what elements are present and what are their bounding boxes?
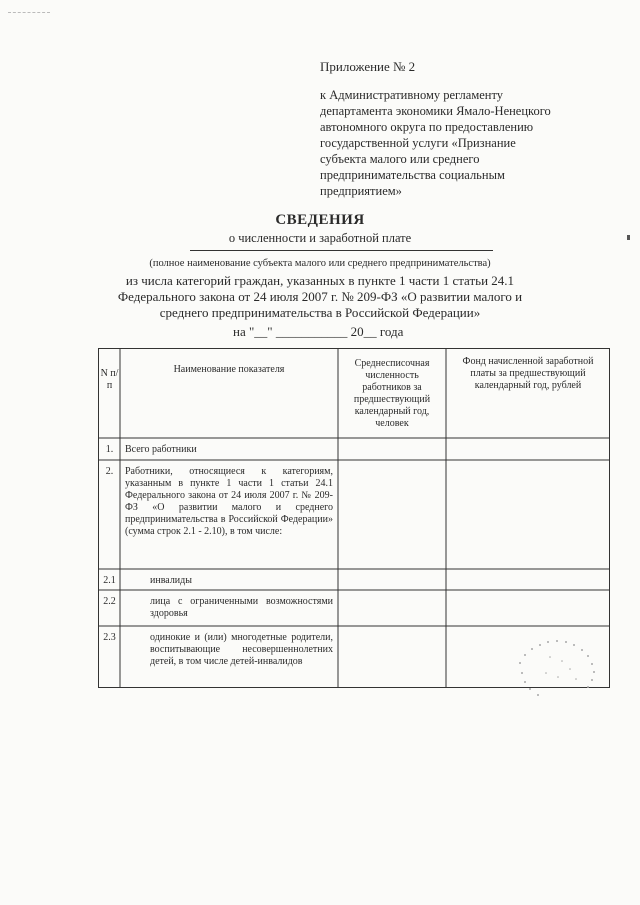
row-name: одинокие и (или) многодетные родители, воспитывающие несовершеннолетних детей, в том числе детей-инвалидов (150, 632, 333, 667)
row-num: 2.1 (103, 575, 116, 586)
appendix-line: департамента экономики Ямало-Ненецкого (320, 104, 551, 118)
row-num: 2.3 (103, 632, 116, 643)
appendix-line: автономного округа по предоставлению (320, 120, 534, 134)
appendix-line: субъекта малого или среднего (320, 152, 480, 166)
row-name: Всего работники (125, 444, 197, 455)
report-period: на "__" ___________ 20__ года (233, 324, 404, 339)
appendix-line: предприятием» (320, 184, 402, 198)
appendix-line: к Административному регламенту (320, 88, 504, 102)
appendix-line: государственной услуги «Признание (320, 136, 516, 150)
row-num: 2.2 (103, 596, 116, 607)
scan-artifact (8, 12, 50, 13)
appendix-line: предпринимательства социальным (320, 168, 505, 182)
document-subtitle: о численности и заработной плате (228, 231, 412, 245)
description-line: Федерального закона от 24 июля 2007 г. № 209-ФЗ «О развитии малого и (117, 289, 523, 304)
header-name: Наименование показателя (173, 364, 285, 375)
header-num: N п/п (100, 368, 119, 391)
document-description (0, 273, 640, 321)
stamp-mark (510, 625, 605, 705)
row-name: инвалиды (150, 575, 192, 586)
organization-name-caption: (полное наименование субъекта малого или среднего предпринимательства) (149, 258, 491, 269)
row-num: 2. (105, 466, 114, 477)
appendix-title: Приложение № 2 (320, 59, 416, 74)
header-headcount: Среднесписочная численность работников за предшествующий календарный год, человек (353, 358, 431, 429)
row-num: 1. (105, 444, 114, 455)
document-title: СВЕДЕНИЯ (275, 212, 365, 228)
organization-name-line (190, 250, 493, 251)
appendix-text (320, 87, 600, 199)
description-line: из числа категорий граждан, указанных в пункте 1 части 1 статьи 24.1 (125, 273, 515, 288)
row-name: Работники, относящиеся к категориям, указанным в пункте 1 части 1 статьи 24.1 Федерального закона от 24 июля 2007 г. № 209-ФЗ «О развитии малого и среднего предпринимательства в Российской Федерации» (сумма строк 2.1 - 2.10), в том числе: (125, 466, 333, 537)
description-line: среднего предпринимательства в Российской Федерации» (159, 305, 481, 320)
row-name: лица с ограниченными возможностями здоровья (150, 596, 333, 619)
header-payroll: Фонд начисленной заработной платы за предшествующий календарный год, рублей (462, 356, 594, 391)
